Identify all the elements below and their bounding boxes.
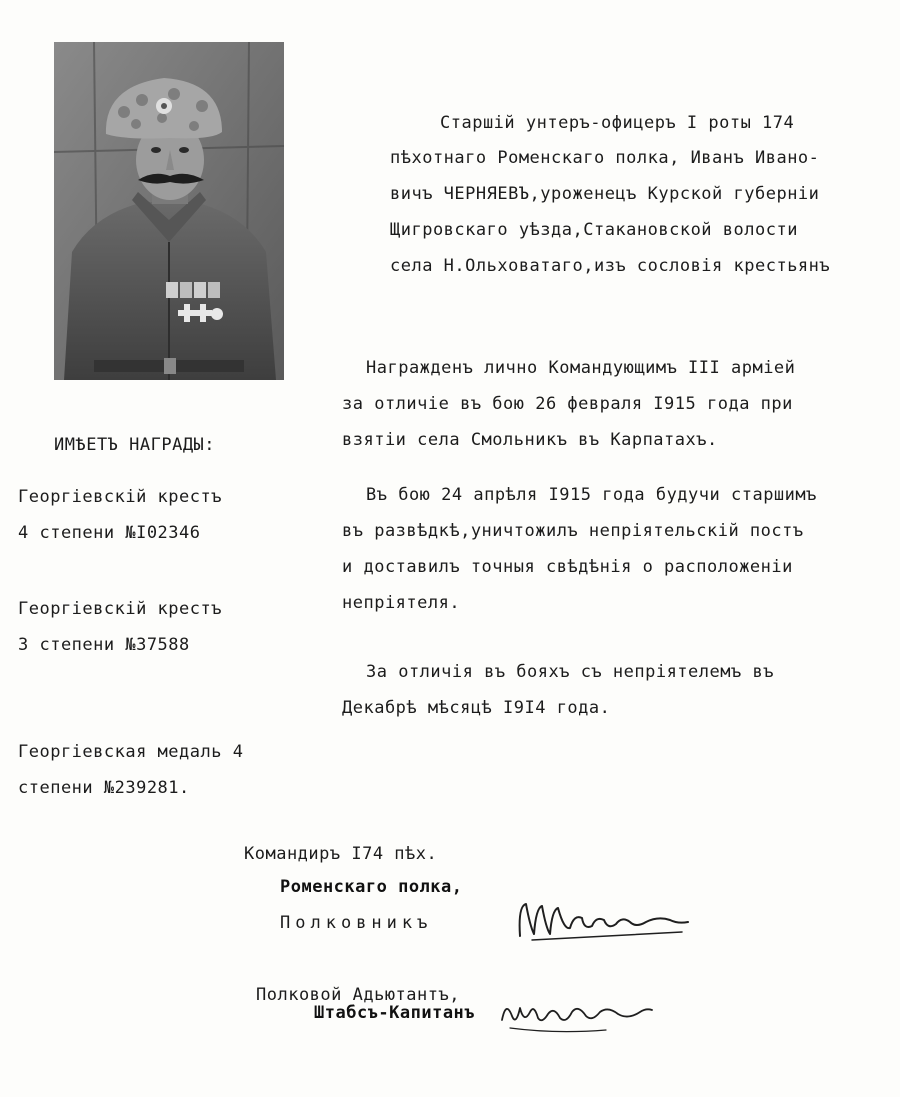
- citation-3-line-1: За отличiя въ бояхъ съ непрiятелемъ въ: [366, 662, 774, 682]
- award-3-name: Георгiевская медаль 4: [18, 742, 244, 762]
- header-line-3: вичъ ЧЕРНЯЕВЪ,уроженецъ Курской губернiи: [390, 184, 820, 204]
- header-line-2: пѣхотнаго Роменскаго полка, Иванъ Ивано-: [390, 148, 820, 168]
- citation-2-line-2: въ развѣдкѣ,уничтожилъ непрiятельскiй постъ: [342, 521, 804, 541]
- header-line-5: села Н.Ольховатаго,изъ сословiя крестьянъ: [390, 256, 831, 276]
- commander-title-line-2: Роменскаго полка,: [280, 877, 463, 897]
- award-1-name: Георгiевскiй крестъ: [18, 487, 222, 507]
- header-line-4: Щигровскаго уѣзда,Стакановской волости: [390, 220, 798, 240]
- award-2-name: Георгiевскiй крестъ: [18, 599, 222, 619]
- citation-3-line-2: Декабрѣ мѣсяцѣ I9I4 года.: [342, 698, 611, 718]
- award-2-degree: 3 степени №37588: [18, 635, 190, 655]
- citation-2-line-4: непрiятеля.: [342, 593, 461, 613]
- citation-1-line-1: Награжденъ лично Командующимъ III армiей: [366, 358, 796, 378]
- header-line-1: Старшiй унтеръ-офицеръ I роты 174: [440, 113, 795, 133]
- soldier-portrait-photo: [54, 42, 284, 380]
- adjutant-title: Полковой Адьютантъ,: [256, 985, 460, 1005]
- award-1-degree: 4 степени №I02346: [18, 523, 201, 543]
- citation-2-line-3: и доставилъ точныя свѣдѣнiя о расположенiи: [342, 557, 793, 577]
- commander-rank: Полковникъ: [280, 913, 433, 933]
- awards-heading: ИМѢЕТЪ НАГРАДЫ:: [54, 435, 216, 455]
- commander-title-line-1: Командиръ I74 пѣх.: [244, 844, 438, 864]
- commander-signature: [512, 896, 692, 946]
- award-3-degree: степени №239281.: [18, 778, 190, 798]
- adjutant-rank: Штабсъ-Капитанъ: [314, 1003, 476, 1023]
- adjutant-signature: [496, 990, 656, 1040]
- citation-2-line-1: Въ бою 24 апрѣля I915 года будучи старшимъ: [366, 485, 817, 505]
- citation-1-line-2: за отличiе въ бою 26 февраля I915 года при: [342, 394, 793, 414]
- citation-1-line-3: взятiи села Смольникъ въ Карпатахъ.: [342, 430, 718, 450]
